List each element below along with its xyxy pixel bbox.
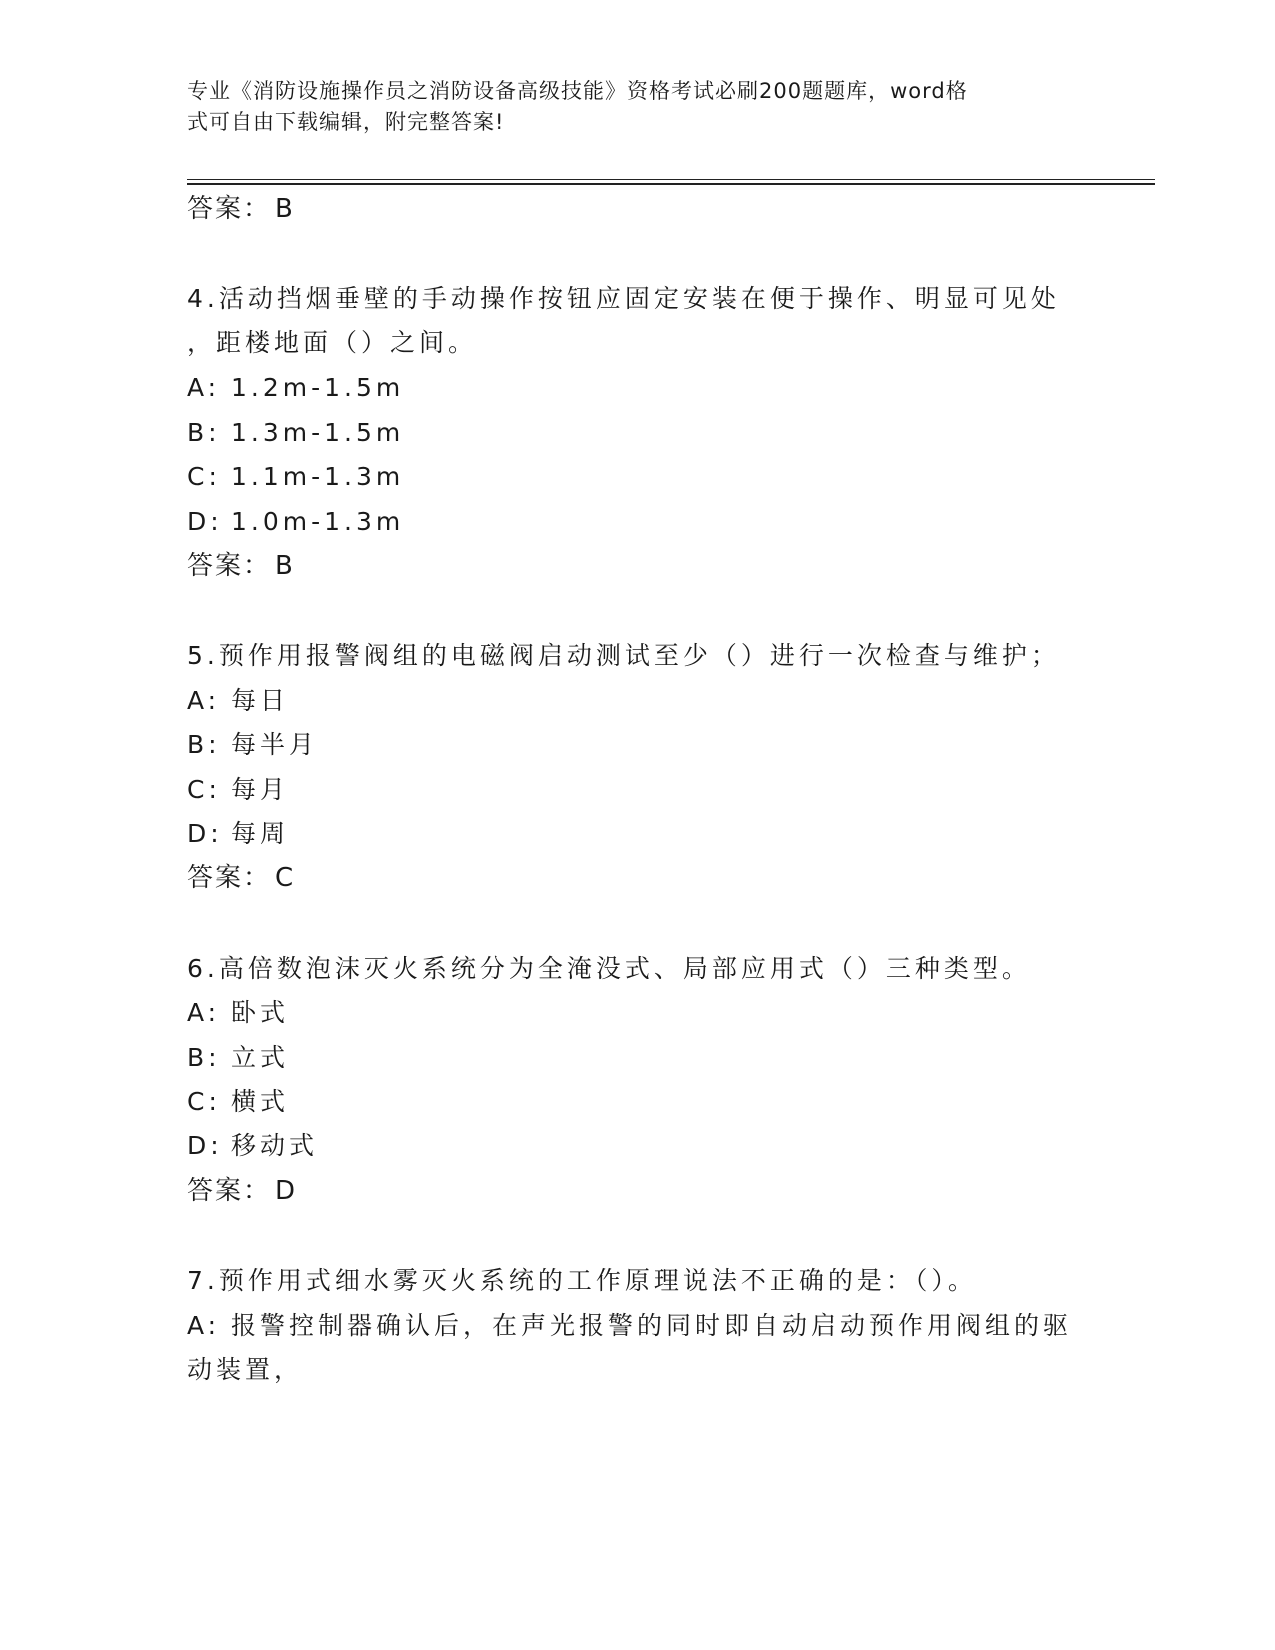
option-key: B: <box>187 418 221 447</box>
previous-answer <box>187 193 295 225</box>
option-key: A: <box>187 373 221 402</box>
question-7-option-a-continued: 动装置， <box>187 1355 304 1384</box>
option-key: D: <box>187 507 223 536</box>
answer-label: 答案： <box>187 863 272 893</box>
option-text: 1.2m-1.5m <box>231 373 405 402</box>
option-text: 卧式 <box>231 998 290 1027</box>
question-4-option-c <box>187 461 404 493</box>
question-5-option-a <box>187 685 289 717</box>
question-4-stem-line-1: 4.活动挡烟垂壁的手动操作按钮应固定安装在便于操作、明显可见处 <box>187 284 1060 313</box>
option-text: 每月 <box>231 775 290 804</box>
question-5-option-d <box>187 818 289 850</box>
option-text: 移动式 <box>231 1131 319 1160</box>
question-5-answer <box>187 862 295 894</box>
option-text: 1.0m-1.3m <box>231 507 405 536</box>
question-7-stem-line-1: 7.预作用式细水雾灭火系统的工作原理说法不正确的是：（）。 <box>187 1266 977 1295</box>
answer-value: C <box>275 863 296 893</box>
header-line-1: 专业《消防设施操作员之消防设备高级技能》资格考试必刷200题题库，word格 <box>187 79 968 103</box>
option-text: 1.1m-1.3m <box>231 462 405 491</box>
question-6-option-a <box>187 997 289 1029</box>
option-key: A: <box>187 998 221 1027</box>
question-6-option-c <box>187 1086 289 1118</box>
option-key: D: <box>187 1131 223 1160</box>
question-4-option-d <box>187 506 404 538</box>
option-key: A: <box>187 1311 221 1340</box>
question-7-option-a <box>187 1310 1072 1342</box>
option-key: A: <box>187 686 221 715</box>
answer-value: D <box>275 1176 298 1206</box>
header-line-2: 式可自由下载编辑，附完整答案! <box>187 110 505 134</box>
question-5-option-c <box>187 774 289 806</box>
question-6-answer <box>187 1175 297 1207</box>
option-text: 每半月 <box>231 730 319 759</box>
answer-value: B <box>275 194 295 224</box>
option-key: D: <box>187 819 223 848</box>
question-4-option-b <box>187 417 404 449</box>
question-6-stem-line-1: 6.高倍数泡沫灭火系统分为全淹没式、局部应用式（）三种类型。 <box>187 954 1031 983</box>
question-4-option-a <box>187 372 404 404</box>
answer-label: 答案： <box>187 551 272 581</box>
answer-label: 答案： <box>187 1176 272 1206</box>
option-key: C: <box>187 1087 221 1116</box>
question-5-stem-line-1: 5.预作用报警阀组的电磁阀启动测试至少（）进行一次检查与维护； <box>187 641 1060 670</box>
question-4-answer <box>187 550 295 582</box>
option-key: B: <box>187 1043 221 1072</box>
option-key: C: <box>187 775 221 804</box>
question-5-option-b <box>187 729 318 761</box>
option-text: 1.3m-1.5m <box>231 418 405 447</box>
option-text: 横式 <box>231 1087 290 1116</box>
answer-value: B <box>275 551 295 581</box>
option-text: 立式 <box>231 1043 290 1072</box>
document-header <box>187 76 1087 138</box>
answer-label: 答案： <box>187 194 272 224</box>
header-divider-thin <box>187 179 1155 180</box>
question-4-stem-line-2: ，距楼地面（）之间。 <box>187 328 478 357</box>
header-divider-thick <box>187 183 1155 185</box>
option-text: 每周 <box>231 819 290 848</box>
question-6-option-d <box>187 1130 318 1162</box>
option-text: 每日 <box>231 686 290 715</box>
option-key: B: <box>187 730 221 759</box>
option-key: C: <box>187 462 221 491</box>
question-6-option-b <box>187 1042 289 1074</box>
option-text: 报警控制器确认后，在声光报警的同时即自动启动预作用阀组的驱 <box>231 1311 1073 1340</box>
